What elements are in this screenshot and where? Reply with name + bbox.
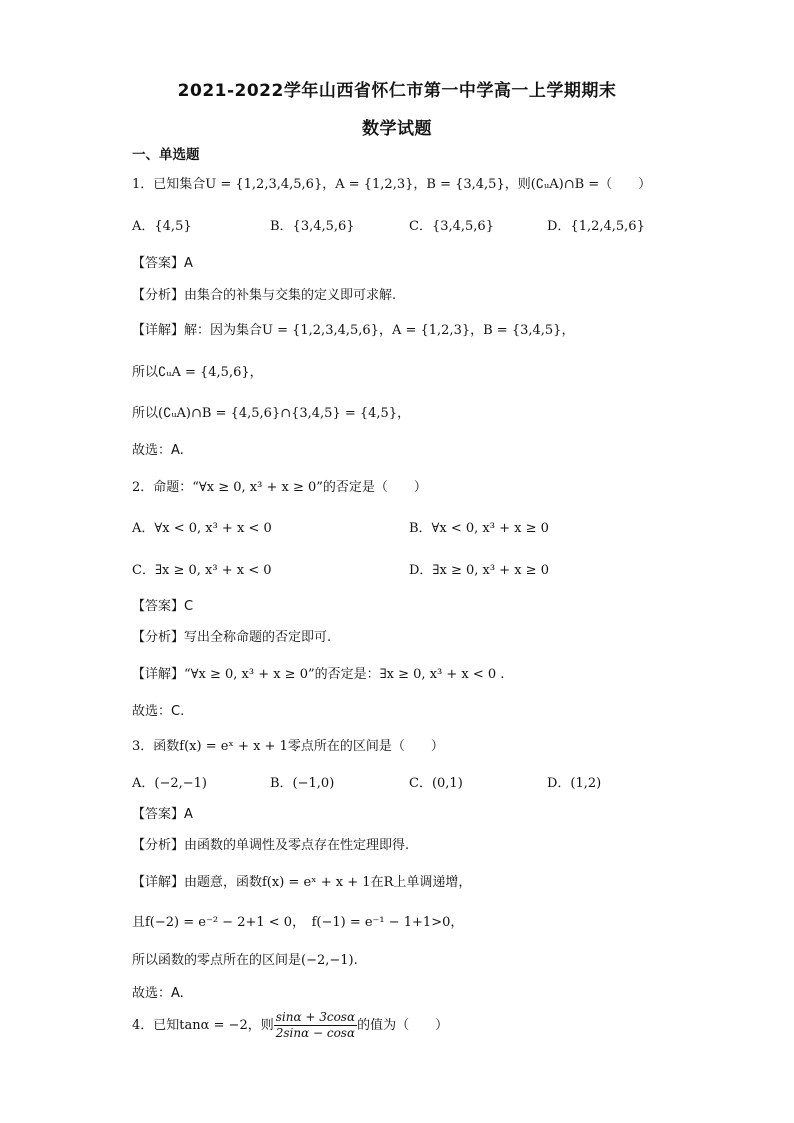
q1-option-a: A．{4,5} xyxy=(132,219,192,234)
q1-choice: 故选：A. xyxy=(132,443,184,458)
q3-option-b: B．(−1,0) xyxy=(270,776,335,791)
q4-fraction-denominator: 2sinα − cosα xyxy=(275,1026,356,1040)
q2-analysis: 【分析】写出全称命题的否定即可. xyxy=(132,630,332,645)
q4-fraction xyxy=(274,1010,357,1041)
exam-title-line1: 2021-2022学年山西省怀仁市第一中学高一上学期期末 xyxy=(177,81,617,101)
q3-detail: 【详解】由题意，函数f(x) = eˣ + x + 1在R上单调递增， xyxy=(132,875,472,890)
q1-step1: 所以∁ᵤA = {4,5,6}， xyxy=(132,365,263,380)
q4-stem-suffix: 的值为（ ） xyxy=(357,1018,449,1033)
q2-choice: 故选：C. xyxy=(132,704,185,719)
q4-stem xyxy=(132,1010,448,1041)
q1-option-d: D．{1,2,4,5,6} xyxy=(547,219,645,234)
q1-detail: 【详解】解：因为集合U = {1,2,3,4,5,6}，A = {1,2,3}，B = {3,4,5}， xyxy=(132,323,575,338)
section-heading: 一、单选题 xyxy=(132,147,200,163)
q2-detail: 【详解】“∀x ≥ 0, x³ + x ≥ 0”的否定是：∃x ≥ 0, x³ + x < 0 . xyxy=(132,667,505,682)
q2-stem: 2．命题：“∀x ≥ 0, x³ + x ≥ 0”的否定是（ ） xyxy=(132,480,427,495)
q3-stem: 3．函数f(x) = eˣ + x + 1零点所在的区间是（ ） xyxy=(132,739,444,754)
q2-option-c: C．∃x ≥ 0, x³ + x < 0 xyxy=(132,563,272,578)
q3-option-d: D．(1,2) xyxy=(547,776,602,791)
q1-analysis: 【分析】由集合的补集与交集的定义即可求解. xyxy=(132,288,397,303)
q3-step2: 所以函数的零点所在的区间是(−2,−1). xyxy=(132,953,358,968)
q1-option-c: C．{3,4,5,6} xyxy=(409,219,494,234)
q3-option-c: C．(0,1) xyxy=(409,776,463,791)
q1-option-b: B．{3,4,5,6} xyxy=(270,219,355,234)
q2-option-a: A．∀x < 0, x³ + x < 0 xyxy=(132,521,272,536)
exam-title-line2: 数学试题 xyxy=(362,119,432,139)
q3-option-a: A．(−2,−1) xyxy=(132,776,207,791)
q4-stem-prefix: 4．已知tanα = −2，则 xyxy=(132,1018,274,1033)
q3-answer: 【答案】A xyxy=(132,807,193,822)
q3-step1: 且f(−2) = e⁻² − 2+1 < 0， f(−1) = e⁻¹ − 1+1>0， xyxy=(132,915,464,930)
q2-option-d: D．∃x ≥ 0, x³ + x ≥ 0 xyxy=(409,563,549,578)
q1-step2: 所以(∁ᵤA)∩B = {4,5,6}∩{3,4,5} = {4,5}， xyxy=(132,406,411,421)
q3-analysis: 【分析】由函数的单调性及零点存在性定理即得. xyxy=(132,838,410,853)
q4-fraction-numerator: sinα + 3cosα xyxy=(275,1010,356,1024)
q1-stem: 1．已知集合U = {1,2,3,4,5,6}，A = {1,2,3}，B = {3,4,5}，则(∁ᵤA)∩B =（ ） xyxy=(132,177,652,192)
q2-answer: 【答案】C xyxy=(132,599,194,614)
q3-choice: 故选：A. xyxy=(132,986,184,1001)
q2-option-b: B．∀x < 0, x³ + x ≥ 0 xyxy=(409,521,549,536)
q1-answer: 【答案】A xyxy=(132,256,193,271)
